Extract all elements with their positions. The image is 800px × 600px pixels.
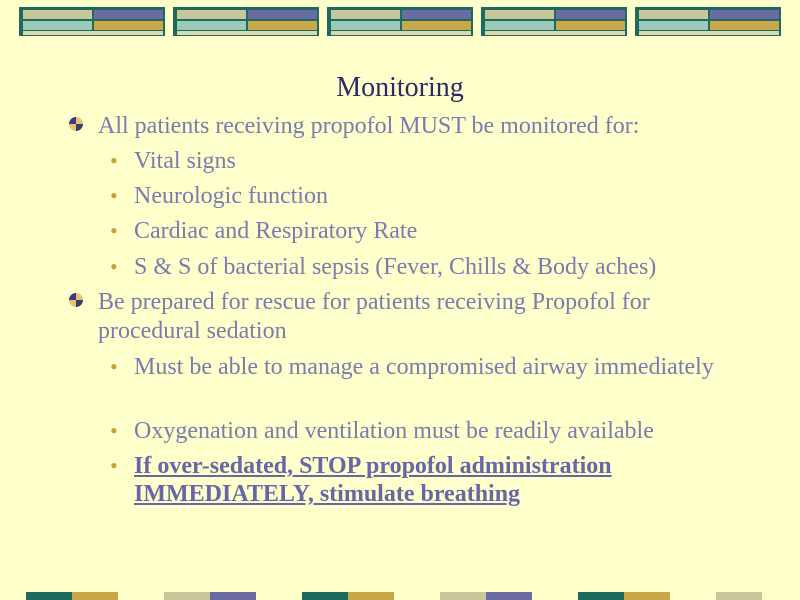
sub-bullet-item [110, 417, 754, 445]
border-tile [481, 7, 627, 36]
sub-bullet-text: Neurologic function [134, 183, 328, 209]
sub-bullet-text: Must be able to manage a compromised airway immediately [134, 354, 714, 380]
dot-bullet-icon: • [110, 453, 118, 478]
border-segment [26, 592, 72, 600]
bullet-item [98, 112, 748, 141]
dot-bullet-icon: • [110, 218, 118, 243]
border-segment [256, 592, 302, 600]
border-tile [173, 7, 319, 36]
border-segment [302, 592, 348, 600]
border-tile [635, 7, 781, 36]
sub-bullet-item [110, 353, 754, 381]
sub-bullet-item [110, 147, 754, 175]
border-tile [19, 7, 165, 36]
border-segment [532, 592, 578, 600]
sub-bullet-text: Vital signs [134, 148, 236, 174]
bullet-item [98, 288, 748, 346]
border-segment [624, 592, 670, 600]
top-decorative-border [19, 7, 781, 36]
sub-bullet-text: S & S of bacterial sepsis (Fever, Chills & Body aches) [134, 254, 657, 280]
emphasized-warning-text: If over-sedated, STOP propofol administration IMMEDIATELY, stimulate breathing [134, 453, 612, 507]
bullet-text: Be prepared for rescue for patients receiving Propofol for procedural sedation [98, 289, 650, 344]
dot-bullet-icon: • [110, 148, 118, 173]
slide-title: Monitoring [336, 72, 464, 103]
border-segment [72, 592, 118, 600]
quartered-circle-icon [68, 292, 84, 308]
bullet-text: All patients receiving propofol MUST be monitored for: [98, 113, 640, 139]
border-segment [210, 592, 256, 600]
sub-bullet-item [110, 217, 754, 245]
border-tile [327, 7, 473, 36]
dot-bullet-icon: • [110, 254, 118, 279]
border-segment [486, 592, 532, 600]
border-segment [670, 592, 716, 600]
border-segment [716, 592, 762, 600]
sub-bullet-text: Oxygenation and ventilation must be readily available [134, 418, 654, 444]
border-segment [440, 592, 486, 600]
border-segment [578, 592, 624, 600]
sub-bullet-item [110, 253, 754, 281]
dot-bullet-icon: • [110, 418, 118, 443]
sub-bullet-item [110, 182, 754, 210]
bottom-decorative-border [26, 592, 762, 600]
sub-bullet-text: Cardiac and Respiratory Rate [134, 218, 418, 244]
dot-bullet-icon: • [110, 183, 118, 208]
sub-bullet-item [110, 452, 754, 508]
quartered-circle-icon [68, 116, 84, 132]
border-segment [164, 592, 210, 600]
border-segment [348, 592, 394, 600]
dot-bullet-icon: • [110, 354, 118, 379]
border-segment [118, 592, 164, 600]
border-segment [394, 592, 440, 600]
